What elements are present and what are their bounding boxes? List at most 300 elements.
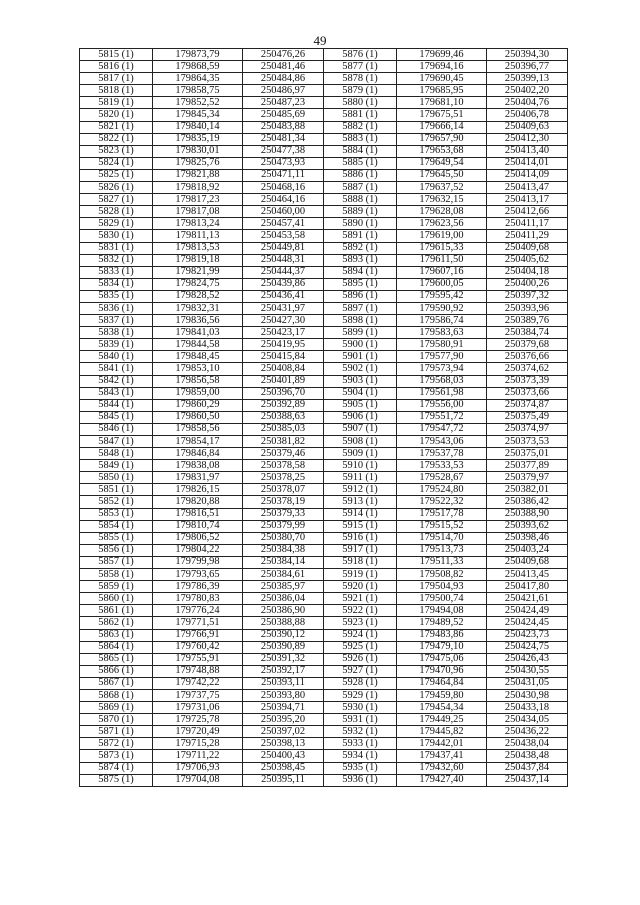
table-row <box>80 448 568 460</box>
left-point-id-cell: 5830 (1) <box>80 230 153 242</box>
left-point-id-cell: 5818 (1) <box>80 85 153 97</box>
left-y-coordinate-cell: 250485,69 <box>243 109 324 121</box>
left-point-id-cell: 5854 (1) <box>80 520 153 532</box>
right-point-id-cell: 5897 (1) <box>324 302 397 314</box>
right-point-id-cell: 5920 (1) <box>324 581 397 593</box>
right-x-coordinate-cell: 179459,80 <box>397 689 487 701</box>
left-y-coordinate-cell: 250423,17 <box>243 327 324 339</box>
left-point-id-cell: 5841 (1) <box>80 363 153 375</box>
right-point-id-cell: 5882 (1) <box>324 121 397 133</box>
table-row <box>80 315 568 327</box>
left-x-coordinate-cell: 179715,28 <box>153 738 243 750</box>
right-x-coordinate-cell: 179437,41 <box>397 750 487 762</box>
left-x-coordinate-cell: 179771,51 <box>153 617 243 629</box>
right-y-coordinate-cell: 250412,66 <box>487 206 568 218</box>
right-y-coordinate-cell: 250424,45 <box>487 617 568 629</box>
left-x-coordinate-cell: 179813,24 <box>153 218 243 230</box>
right-point-id-cell: 5888 (1) <box>324 194 397 206</box>
right-point-id-cell: 5877 (1) <box>324 61 397 73</box>
table-row <box>80 641 568 653</box>
right-x-coordinate-cell: 179611,50 <box>397 254 487 266</box>
table-row <box>80 702 568 714</box>
right-x-coordinate-cell: 179470,96 <box>397 665 487 677</box>
right-x-coordinate-cell: 179432,60 <box>397 762 487 774</box>
left-x-coordinate-cell: 179711,22 <box>153 750 243 762</box>
table-row <box>80 653 568 665</box>
left-y-coordinate-cell: 250431,97 <box>243 302 324 314</box>
left-point-id-cell: 5861 (1) <box>80 605 153 617</box>
right-x-coordinate-cell: 179607,16 <box>397 266 487 278</box>
table-row <box>80 97 568 109</box>
right-point-id-cell: 5908 (1) <box>324 436 397 448</box>
right-point-id-cell: 5903 (1) <box>324 375 397 387</box>
left-y-coordinate-cell: 250395,20 <box>243 714 324 726</box>
right-y-coordinate-cell: 250438,04 <box>487 738 568 750</box>
left-x-coordinate-cell: 179816,51 <box>153 508 243 520</box>
left-y-coordinate-cell: 250471,11 <box>243 169 324 181</box>
right-x-coordinate-cell: 179445,82 <box>397 726 487 738</box>
right-point-id-cell: 5924 (1) <box>324 629 397 641</box>
left-x-coordinate-cell: 179854,17 <box>153 436 243 448</box>
right-y-coordinate-cell: 250402,20 <box>487 85 568 97</box>
right-x-coordinate-cell: 179600,05 <box>397 278 487 290</box>
right-point-id-cell: 5892 (1) <box>324 242 397 254</box>
right-point-id-cell: 5922 (1) <box>324 605 397 617</box>
table-row <box>80 399 568 411</box>
right-y-coordinate-cell: 250409,68 <box>487 556 568 568</box>
right-x-coordinate-cell: 179500,74 <box>397 593 487 605</box>
left-x-coordinate-cell: 179836,56 <box>153 315 243 327</box>
right-point-id-cell: 5907 (1) <box>324 423 397 435</box>
right-point-id-cell: 5921 (1) <box>324 593 397 605</box>
left-y-coordinate-cell: 250378,19 <box>243 496 324 508</box>
table-row <box>80 145 568 157</box>
left-x-coordinate-cell: 179810,74 <box>153 520 243 532</box>
left-y-coordinate-cell: 250483,88 <box>243 121 324 133</box>
table-row <box>80 351 568 363</box>
right-point-id-cell: 5934 (1) <box>324 750 397 762</box>
right-y-coordinate-cell: 250424,49 <box>487 605 568 617</box>
left-point-id-cell: 5822 (1) <box>80 133 153 145</box>
right-point-id-cell: 5891 (1) <box>324 230 397 242</box>
table-row <box>80 738 568 750</box>
right-point-id-cell: 5895 (1) <box>324 278 397 290</box>
table-row <box>80 302 568 314</box>
right-y-coordinate-cell: 250437,14 <box>487 774 568 786</box>
table-row <box>80 194 568 206</box>
left-x-coordinate-cell: 179841,03 <box>153 327 243 339</box>
right-point-id-cell: 5889 (1) <box>324 206 397 218</box>
right-point-id-cell: 5927 (1) <box>324 665 397 677</box>
table-row <box>80 484 568 496</box>
right-point-id-cell: 5887 (1) <box>324 182 397 194</box>
right-y-coordinate-cell: 250379,97 <box>487 472 568 484</box>
left-y-coordinate-cell: 250385,03 <box>243 423 324 435</box>
right-y-coordinate-cell: 250437,84 <box>487 762 568 774</box>
table-row <box>80 520 568 532</box>
left-y-coordinate-cell: 250392,89 <box>243 399 324 411</box>
left-x-coordinate-cell: 179868,59 <box>153 61 243 73</box>
table-row <box>80 593 568 605</box>
right-y-coordinate-cell: 250389,76 <box>487 315 568 327</box>
left-x-coordinate-cell: 179826,15 <box>153 484 243 496</box>
right-y-coordinate-cell: 250409,68 <box>487 242 568 254</box>
left-point-id-cell: 5825 (1) <box>80 169 153 181</box>
left-point-id-cell: 5859 (1) <box>80 581 153 593</box>
right-y-coordinate-cell: 250384,74 <box>487 327 568 339</box>
right-x-coordinate-cell: 179442,01 <box>397 738 487 750</box>
right-point-id-cell: 5883 (1) <box>324 133 397 145</box>
page-number: 49 <box>313 33 327 48</box>
left-point-id-cell: 5865 (1) <box>80 653 153 665</box>
left-point-id-cell: 5834 (1) <box>80 278 153 290</box>
right-x-coordinate-cell: 179513,73 <box>397 544 487 556</box>
right-y-coordinate-cell: 250376,66 <box>487 351 568 363</box>
right-y-coordinate-cell: 250382,01 <box>487 484 568 496</box>
right-x-coordinate-cell: 179504,93 <box>397 581 487 593</box>
left-y-coordinate-cell: 250439,86 <box>243 278 324 290</box>
left-point-id-cell: 5855 (1) <box>80 532 153 544</box>
table-row <box>80 230 568 242</box>
right-x-coordinate-cell: 179573,94 <box>397 363 487 375</box>
left-y-coordinate-cell: 250449,81 <box>243 242 324 254</box>
right-point-id-cell: 5928 (1) <box>324 677 397 689</box>
table-row <box>80 556 568 568</box>
left-point-id-cell: 5844 (1) <box>80 399 153 411</box>
right-y-coordinate-cell: 250393,62 <box>487 520 568 532</box>
right-point-id-cell: 5893 (1) <box>324 254 397 266</box>
left-point-id-cell: 5821 (1) <box>80 121 153 133</box>
right-y-coordinate-cell: 250405,62 <box>487 254 568 266</box>
left-x-coordinate-cell: 179819,18 <box>153 254 243 266</box>
left-point-id-cell: 5871 (1) <box>80 726 153 738</box>
right-y-coordinate-cell: 250426,43 <box>487 653 568 665</box>
left-y-coordinate-cell: 250481,46 <box>243 61 324 73</box>
right-x-coordinate-cell: 179561,98 <box>397 387 487 399</box>
right-y-coordinate-cell: 250397,32 <box>487 290 568 302</box>
coordinates-table-body <box>80 49 568 787</box>
left-y-coordinate-cell: 250415,84 <box>243 351 324 363</box>
left-x-coordinate-cell: 179830,01 <box>153 145 243 157</box>
left-x-coordinate-cell: 179860,29 <box>153 399 243 411</box>
left-y-coordinate-cell: 250379,99 <box>243 520 324 532</box>
right-x-coordinate-cell: 179556,00 <box>397 399 487 411</box>
left-y-coordinate-cell: 250378,07 <box>243 484 324 496</box>
left-x-coordinate-cell: 179859,00 <box>153 387 243 399</box>
left-x-coordinate-cell: 179755,91 <box>153 653 243 665</box>
left-y-coordinate-cell: 250401,89 <box>243 375 324 387</box>
left-y-coordinate-cell: 250384,14 <box>243 556 324 568</box>
left-point-id-cell: 5867 (1) <box>80 677 153 689</box>
left-y-coordinate-cell: 250397,02 <box>243 726 324 738</box>
table-row <box>80 218 568 230</box>
left-x-coordinate-cell: 179824,75 <box>153 278 243 290</box>
right-point-id-cell: 5912 (1) <box>324 484 397 496</box>
left-point-id-cell: 5817 (1) <box>80 73 153 85</box>
left-x-coordinate-cell: 179811,13 <box>153 230 243 242</box>
right-y-coordinate-cell: 250403,24 <box>487 544 568 556</box>
right-y-coordinate-cell: 250411,17 <box>487 218 568 230</box>
left-point-id-cell: 5857 (1) <box>80 556 153 568</box>
table-row <box>80 689 568 701</box>
right-y-coordinate-cell: 250411,29 <box>487 230 568 242</box>
right-point-id-cell: 5886 (1) <box>324 169 397 181</box>
table-row <box>80 61 568 73</box>
right-x-coordinate-cell: 179517,78 <box>397 508 487 520</box>
table-row <box>80 49 568 61</box>
right-point-id-cell: 5900 (1) <box>324 339 397 351</box>
left-y-coordinate-cell: 250464,16 <box>243 194 324 206</box>
left-point-id-cell: 5846 (1) <box>80 423 153 435</box>
table-row <box>80 629 568 641</box>
left-x-coordinate-cell: 179858,75 <box>153 85 243 97</box>
left-point-id-cell: 5819 (1) <box>80 97 153 109</box>
right-point-id-cell: 5898 (1) <box>324 315 397 327</box>
right-y-coordinate-cell: 250413,40 <box>487 145 568 157</box>
left-point-id-cell: 5868 (1) <box>80 689 153 701</box>
right-y-coordinate-cell: 250394,30 <box>487 49 568 61</box>
left-x-coordinate-cell: 179840,14 <box>153 121 243 133</box>
left-x-coordinate-cell: 179820,88 <box>153 496 243 508</box>
right-point-id-cell: 5915 (1) <box>324 520 397 532</box>
right-x-coordinate-cell: 179577,90 <box>397 351 487 363</box>
right-point-id-cell: 5902 (1) <box>324 363 397 375</box>
table-row <box>80 121 568 133</box>
right-y-coordinate-cell: 250406,78 <box>487 109 568 121</box>
right-x-coordinate-cell: 179515,52 <box>397 520 487 532</box>
right-y-coordinate-cell: 250436,22 <box>487 726 568 738</box>
left-x-coordinate-cell: 179821,99 <box>153 266 243 278</box>
left-x-coordinate-cell: 179852,52 <box>153 97 243 109</box>
left-x-coordinate-cell: 179766,91 <box>153 629 243 641</box>
left-point-id-cell: 5832 (1) <box>80 254 153 266</box>
right-x-coordinate-cell: 179675,51 <box>397 109 487 121</box>
right-y-coordinate-cell: 250417,80 <box>487 581 568 593</box>
table-row <box>80 750 568 762</box>
left-point-id-cell: 5874 (1) <box>80 762 153 774</box>
right-point-id-cell: 5909 (1) <box>324 448 397 460</box>
right-x-coordinate-cell: 179586,74 <box>397 315 487 327</box>
left-x-coordinate-cell: 179821,88 <box>153 169 243 181</box>
table-row <box>80 460 568 472</box>
right-point-id-cell: 5906 (1) <box>324 411 397 423</box>
table-row <box>80 714 568 726</box>
right-point-id-cell: 5876 (1) <box>324 49 397 61</box>
left-point-id-cell: 5833 (1) <box>80 266 153 278</box>
right-point-id-cell: 5913 (1) <box>324 496 397 508</box>
left-x-coordinate-cell: 179799,98 <box>153 556 243 568</box>
right-point-id-cell: 5896 (1) <box>324 290 397 302</box>
left-y-coordinate-cell: 250393,80 <box>243 689 324 701</box>
right-point-id-cell: 5916 (1) <box>324 532 397 544</box>
left-point-id-cell: 5850 (1) <box>80 472 153 484</box>
left-y-coordinate-cell: 250457,41 <box>243 218 324 230</box>
left-x-coordinate-cell: 179844,58 <box>153 339 243 351</box>
right-y-coordinate-cell: 250438,48 <box>487 750 568 762</box>
left-x-coordinate-cell: 179817,23 <box>153 194 243 206</box>
left-y-coordinate-cell: 250473,93 <box>243 157 324 169</box>
right-y-coordinate-cell: 250398,46 <box>487 532 568 544</box>
right-point-id-cell: 5890 (1) <box>324 218 397 230</box>
left-x-coordinate-cell: 179720,49 <box>153 726 243 738</box>
right-point-id-cell: 5910 (1) <box>324 460 397 472</box>
left-point-id-cell: 5816 (1) <box>80 61 153 73</box>
right-y-coordinate-cell: 250421,61 <box>487 593 568 605</box>
right-x-coordinate-cell: 179628,08 <box>397 206 487 218</box>
left-y-coordinate-cell: 250400,43 <box>243 750 324 762</box>
left-y-coordinate-cell: 250392,17 <box>243 665 324 677</box>
right-y-coordinate-cell: 250399,13 <box>487 73 568 85</box>
right-y-coordinate-cell: 250423,73 <box>487 629 568 641</box>
table-row <box>80 617 568 629</box>
right-x-coordinate-cell: 179475,06 <box>397 653 487 665</box>
right-y-coordinate-cell: 250377,89 <box>487 460 568 472</box>
table-row <box>80 278 568 290</box>
right-x-coordinate-cell: 179494,08 <box>397 605 487 617</box>
left-x-coordinate-cell: 179853,10 <box>153 363 243 375</box>
right-x-coordinate-cell: 179666,14 <box>397 121 487 133</box>
left-y-coordinate-cell: 250381,82 <box>243 436 324 448</box>
right-point-id-cell: 5918 (1) <box>324 556 397 568</box>
right-y-coordinate-cell: 250413,45 <box>487 569 568 581</box>
left-x-coordinate-cell: 179860,50 <box>153 411 243 423</box>
right-y-coordinate-cell: 250374,97 <box>487 423 568 435</box>
left-y-coordinate-cell: 250487,23 <box>243 97 324 109</box>
right-x-coordinate-cell: 179464,84 <box>397 677 487 689</box>
left-x-coordinate-cell: 179780,83 <box>153 593 243 605</box>
left-y-coordinate-cell: 250460,00 <box>243 206 324 218</box>
left-point-id-cell: 5875 (1) <box>80 774 153 786</box>
left-x-coordinate-cell: 179806,52 <box>153 532 243 544</box>
right-x-coordinate-cell: 179483,86 <box>397 629 487 641</box>
right-x-coordinate-cell: 179615,33 <box>397 242 487 254</box>
left-y-coordinate-cell: 250453,58 <box>243 230 324 242</box>
left-point-id-cell: 5845 (1) <box>80 411 153 423</box>
left-point-id-cell: 5848 (1) <box>80 448 153 460</box>
table-row <box>80 182 568 194</box>
left-x-coordinate-cell: 179776,24 <box>153 605 243 617</box>
right-x-coordinate-cell: 179427,40 <box>397 774 487 786</box>
left-y-coordinate-cell: 250379,33 <box>243 508 324 520</box>
table-row <box>80 436 568 448</box>
left-point-id-cell: 5835 (1) <box>80 290 153 302</box>
left-point-id-cell: 5843 (1) <box>80 387 153 399</box>
left-y-coordinate-cell: 250394,71 <box>243 702 324 714</box>
right-point-id-cell: 5878 (1) <box>324 73 397 85</box>
right-x-coordinate-cell: 179583,63 <box>397 327 487 339</box>
right-x-coordinate-cell: 179508,82 <box>397 569 487 581</box>
right-x-coordinate-cell: 179649,54 <box>397 157 487 169</box>
right-x-coordinate-cell: 179637,52 <box>397 182 487 194</box>
coordinates-table <box>79 48 568 787</box>
right-x-coordinate-cell: 179533,53 <box>397 460 487 472</box>
left-point-id-cell: 5840 (1) <box>80 351 153 363</box>
left-y-coordinate-cell: 250486,97 <box>243 85 324 97</box>
right-point-id-cell: 5894 (1) <box>324 266 397 278</box>
right-x-coordinate-cell: 179511,33 <box>397 556 487 568</box>
table-row <box>80 762 568 774</box>
right-y-coordinate-cell: 250414,09 <box>487 169 568 181</box>
right-point-id-cell: 5899 (1) <box>324 327 397 339</box>
left-x-coordinate-cell: 179742,22 <box>153 677 243 689</box>
left-point-id-cell: 5870 (1) <box>80 714 153 726</box>
left-x-coordinate-cell: 179731,06 <box>153 702 243 714</box>
right-y-coordinate-cell: 250396,77 <box>487 61 568 73</box>
right-point-id-cell: 5885 (1) <box>324 157 397 169</box>
right-point-id-cell: 5884 (1) <box>324 145 397 157</box>
table-row <box>80 532 568 544</box>
left-point-id-cell: 5858 (1) <box>80 569 153 581</box>
right-x-coordinate-cell: 179690,45 <box>397 73 487 85</box>
table-row <box>80 508 568 520</box>
left-y-coordinate-cell: 250398,45 <box>243 762 324 774</box>
left-y-coordinate-cell: 250408,84 <box>243 363 324 375</box>
right-y-coordinate-cell: 250413,47 <box>487 182 568 194</box>
right-x-coordinate-cell: 179454,34 <box>397 702 487 714</box>
right-x-coordinate-cell: 179681,10 <box>397 97 487 109</box>
left-x-coordinate-cell: 179825,76 <box>153 157 243 169</box>
right-point-id-cell: 5917 (1) <box>324 544 397 556</box>
table-row <box>80 242 568 254</box>
table-row <box>80 109 568 121</box>
right-y-coordinate-cell: 250373,53 <box>487 436 568 448</box>
left-y-coordinate-cell: 250379,46 <box>243 448 324 460</box>
right-y-coordinate-cell: 250404,76 <box>487 97 568 109</box>
left-point-id-cell: 5864 (1) <box>80 641 153 653</box>
right-x-coordinate-cell: 179547,72 <box>397 423 487 435</box>
left-y-coordinate-cell: 250398,13 <box>243 738 324 750</box>
left-x-coordinate-cell: 179760,42 <box>153 641 243 653</box>
left-point-id-cell: 5815 (1) <box>80 49 153 61</box>
right-y-coordinate-cell: 250433,18 <box>487 702 568 714</box>
right-y-coordinate-cell: 250413,17 <box>487 194 568 206</box>
left-y-coordinate-cell: 250378,58 <box>243 460 324 472</box>
right-point-id-cell: 5919 (1) <box>324 569 397 581</box>
left-point-id-cell: 5831 (1) <box>80 242 153 254</box>
right-x-coordinate-cell: 179694,16 <box>397 61 487 73</box>
right-x-coordinate-cell: 179645,50 <box>397 169 487 181</box>
left-x-coordinate-cell: 179856,58 <box>153 375 243 387</box>
right-point-id-cell: 5930 (1) <box>324 702 397 714</box>
right-point-id-cell: 5932 (1) <box>324 726 397 738</box>
right-point-id-cell: 5904 (1) <box>324 387 397 399</box>
right-x-coordinate-cell: 179543,06 <box>397 436 487 448</box>
left-y-coordinate-cell: 250393,11 <box>243 677 324 689</box>
left-y-coordinate-cell: 250484,86 <box>243 73 324 85</box>
left-point-id-cell: 5862 (1) <box>80 617 153 629</box>
left-point-id-cell: 5824 (1) <box>80 157 153 169</box>
left-x-coordinate-cell: 179706,93 <box>153 762 243 774</box>
right-point-id-cell: 5933 (1) <box>324 738 397 750</box>
left-x-coordinate-cell: 179828,52 <box>153 290 243 302</box>
left-point-id-cell: 5869 (1) <box>80 702 153 714</box>
table-row <box>80 290 568 302</box>
right-y-coordinate-cell: 250373,66 <box>487 387 568 399</box>
left-point-id-cell: 5827 (1) <box>80 194 153 206</box>
left-y-coordinate-cell: 250481,34 <box>243 133 324 145</box>
left-y-coordinate-cell: 250384,61 <box>243 569 324 581</box>
left-point-id-cell: 5856 (1) <box>80 544 153 556</box>
right-x-coordinate-cell: 179489,52 <box>397 617 487 629</box>
left-x-coordinate-cell: 179858,56 <box>153 423 243 435</box>
table-row <box>80 387 568 399</box>
right-y-coordinate-cell: 250409,63 <box>487 121 568 133</box>
right-point-id-cell: 5880 (1) <box>324 97 397 109</box>
left-point-id-cell: 5826 (1) <box>80 182 153 194</box>
left-y-coordinate-cell: 250388,63 <box>243 411 324 423</box>
right-x-coordinate-cell: 179449,25 <box>397 714 487 726</box>
left-x-coordinate-cell: 179813,53 <box>153 242 243 254</box>
